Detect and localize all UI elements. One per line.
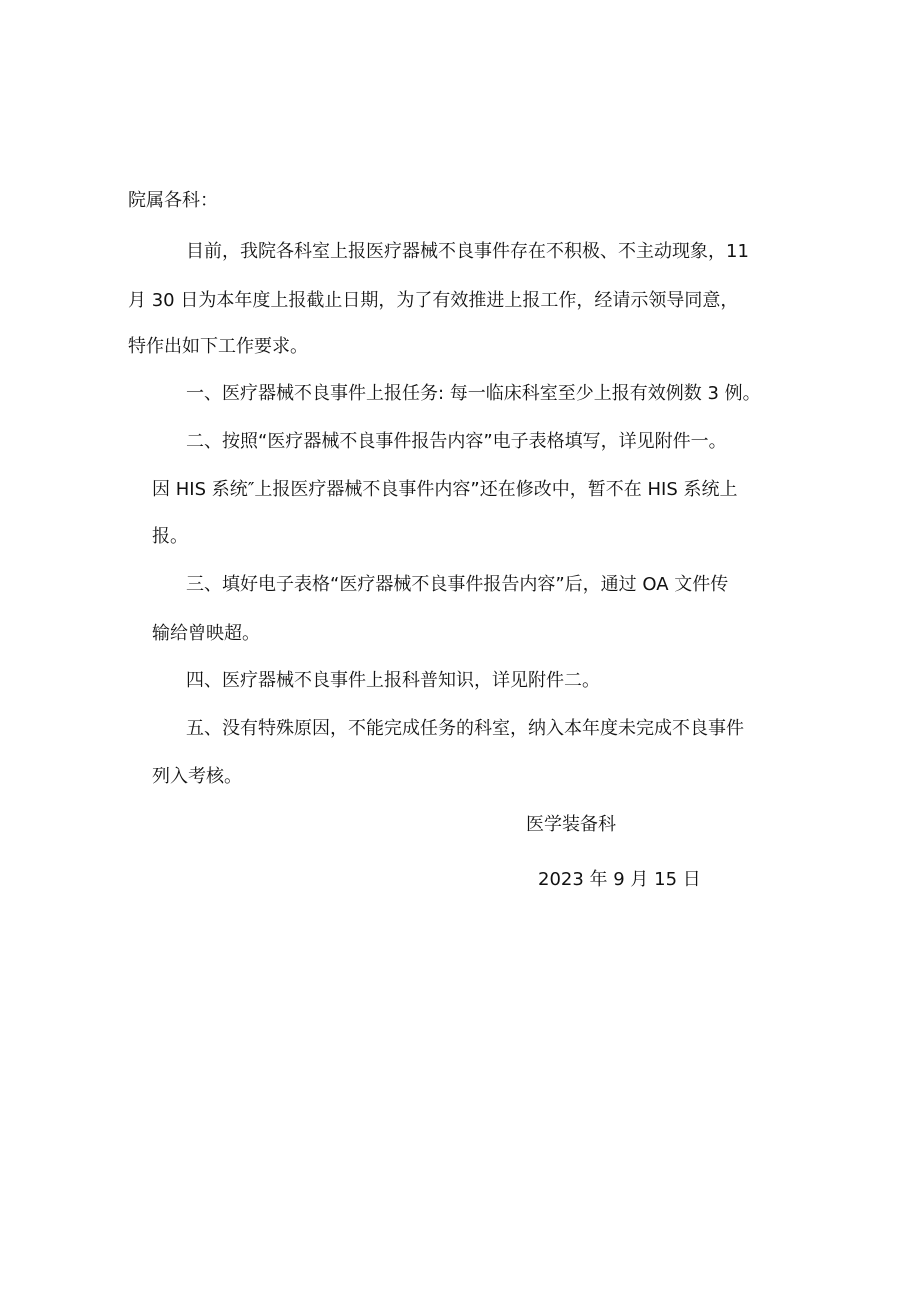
item-3-line-2: 输给曾映超。 [152,623,260,644]
signature-date: 2023 年 9 月 15 日 [538,869,701,890]
item-2-line-1: 二、按照“医疗器械不良事件报告内容”电子表格填写，详见附件一。 [186,431,727,452]
item-5-line-1: 五、没有特殊原因，不能完成任务的科室，纳入本年度未完成不良事件 [186,718,744,739]
intro-line-2: 月 30 日为本年度上报截止日期，为了有效推进上报工作，经请示领导同意， [128,290,739,311]
salutation: 院属各科： [128,190,218,211]
intro-line-3: 特作出如下工作要求。 [128,336,308,357]
signature-department: 医学装备科 [526,814,616,835]
item-2-line-2: 因 HIS 系统″上报医疗器械不良事件内容”还在修改中，暂不在 HIS 系统上 [152,479,738,500]
intro-line-1: 目前，我院各科室上报医疗器械不良事件存在不积极、不主动现象，11 [186,241,749,262]
item-2-line-3: 报。 [152,526,188,547]
item-3-line-1: 三、填好电子表格“医疗器械不良事件报告内容”后，通过 OA 文件传 [186,574,729,595]
item-5-line-2: 列入考核。 [152,766,242,787]
item-1-line-1: 一、医疗器械不良事件上报任务: 每一临床科室至少上报有效例数 3 例。 [186,383,761,404]
item-4-line-1: 四、医疗器械不良事件上报科普知识，详见附件二。 [186,670,600,691]
